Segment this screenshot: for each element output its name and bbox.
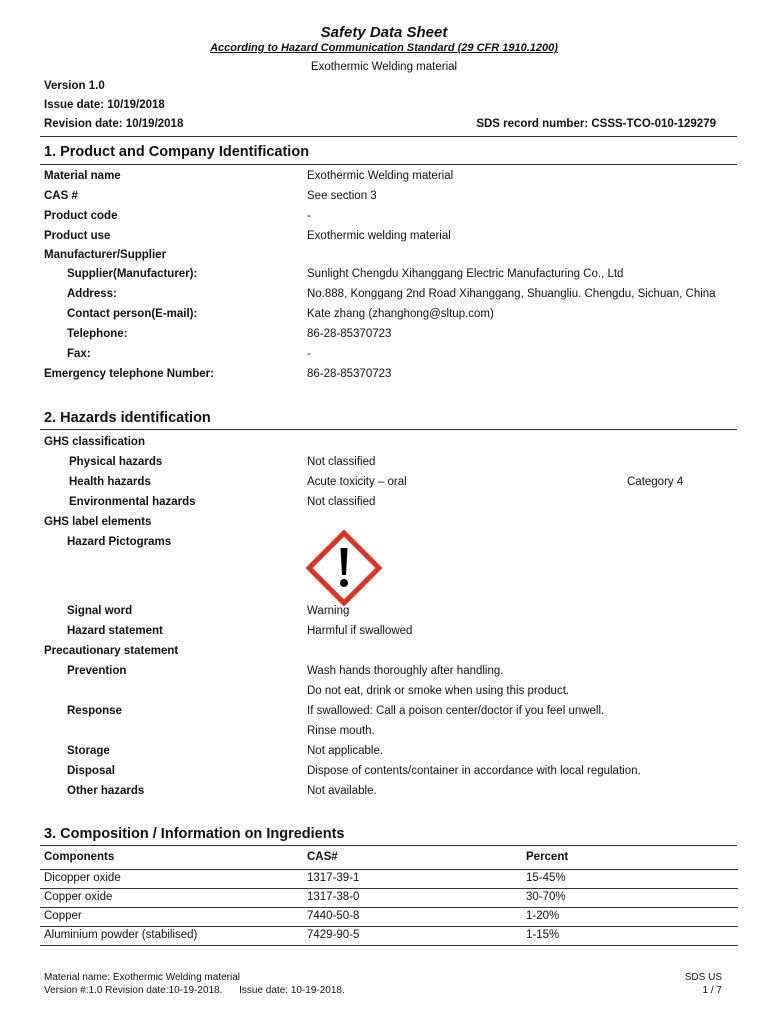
contact-value: Kate zhang (zhanghong@sltup.com): [307, 308, 494, 320]
column-header-components: Components: [44, 851, 115, 863]
component-cas: 7429-90-5: [307, 929, 360, 941]
environmental-hazards-value: Not classified: [307, 496, 376, 508]
contact-label: Contact person(E-mail):: [67, 308, 198, 320]
component-percent: 1-15%: [526, 929, 560, 941]
table-header-row: [40, 849, 738, 870]
component-name: Copper oxide: [44, 891, 113, 903]
prevention-value-1: Wash hands thoroughly after handling.: [307, 665, 504, 677]
sds-record-number: SDS record number: CSSS-TCO-010-129279: [476, 118, 716, 130]
response-value-1: If swallowed: Call a poison center/doctor if you feel unwell.: [307, 705, 605, 717]
composition-table: [40, 849, 738, 946]
other-hazards-value: Not available.: [307, 785, 377, 797]
material-name-value: Exothermic Welding material: [307, 170, 454, 182]
footer-version-line: Version #:1.0 Revision date:10-19-2018. Issue date: 10-19-2018.: [44, 985, 345, 996]
prevention-value-2: Do not eat, drink or smoke when using this product.: [307, 685, 570, 697]
health-hazards-value: Acute toxicity – oral: [307, 476, 407, 488]
issue-date: Issue date: 10/19/2018: [44, 99, 165, 111]
table-row: [40, 908, 738, 927]
component-percent: 30-70%: [526, 891, 566, 903]
signal-word-value: Warning: [307, 605, 350, 617]
telephone-label: Telephone:: [67, 328, 128, 340]
component-cas: 1317-39-1: [307, 872, 360, 884]
product-use-value: Exothermic welding material: [307, 230, 451, 242]
ghs-label-elements-label: GHS label elements: [44, 516, 152, 528]
response-value-2: Rinse mouth.: [307, 725, 375, 737]
other-hazards-label: Other hazards: [67, 785, 145, 797]
response-label: Response: [67, 705, 122, 717]
hazard-statement-label: Hazard statement: [67, 625, 163, 637]
emergency-telephone-value: 86-28-85370723: [307, 368, 392, 380]
section-1-divider: [40, 164, 737, 165]
address-label: Address:: [67, 288, 117, 300]
revision-date: Revision date: 10/19/2018: [44, 118, 184, 130]
storage-label: Storage: [67, 745, 110, 757]
product-code-value: -: [307, 210, 311, 222]
cas-label: CAS #: [44, 190, 78, 202]
component-percent: 15-45%: [526, 872, 566, 884]
component-percent: 1-20%: [526, 910, 560, 922]
storage-value: Not applicable.: [307, 745, 384, 757]
section-3-heading: 3. Composition / Information on Ingredients: [44, 826, 345, 842]
component-cas: 7440-50-8: [307, 910, 360, 922]
health-hazards-category: Category 4: [627, 476, 684, 488]
signal-word-label: Signal word: [67, 605, 133, 617]
health-hazards-label: Health hazards: [69, 476, 151, 488]
component-cas: 1317-38-0: [307, 891, 360, 903]
address-value: No.888, Konggang 2nd Road Xihanggang, Shuangliu. Chengdu, Sichuan, China: [307, 288, 716, 300]
header-divider: [40, 136, 737, 137]
document-subtitle: According to Hazard Communication Standard (29 CFR 1910.1200): [210, 42, 558, 54]
table-row: [40, 889, 738, 908]
physical-hazards-value: Not classified: [307, 456, 376, 468]
manufacturer-label: Manufacturer/Supplier: [44, 249, 167, 261]
footer-sds-region: SDS US: [684, 972, 722, 983]
exclamation-mark-icon: [306, 530, 382, 606]
telephone-value: 86-28-85370723: [307, 328, 392, 340]
supplier-value: Sunlight Chengdu Xihanggang Electric Manufacturing Co., Ltd: [307, 268, 624, 280]
column-header-cas: CAS#: [307, 851, 338, 863]
table-row: [40, 927, 738, 946]
environmental-hazards-label: Environmental hazards: [69, 496, 196, 508]
page-number: 1 / 7: [702, 985, 722, 996]
product-use-label: Product use: [44, 230, 111, 242]
section-3-divider: [40, 845, 737, 846]
section-1-heading: 1. Product and Company Identification: [44, 144, 310, 160]
hazard-pictograms-label: Hazard Pictograms: [67, 536, 172, 548]
physical-hazards-label: Physical hazards: [69, 456, 163, 468]
ghs-classification-label: GHS classification: [44, 436, 145, 448]
column-header-percent: Percent: [526, 851, 569, 863]
section-2-heading: 2. Hazards identification: [44, 410, 211, 426]
cas-value: See section 3: [307, 190, 377, 202]
version: Version 1.0: [44, 80, 105, 92]
supplier-label: Supplier(Manufacturer):: [67, 268, 198, 280]
fax-value: -: [307, 348, 311, 360]
footer-material-name: Material name: Exothermic Welding material: [44, 972, 241, 983]
hazard-statement-value: Harmful if swallowed: [307, 625, 413, 637]
product-code-label: Product code: [44, 210, 118, 222]
component-name: Dicopper oxide: [44, 872, 121, 884]
prevention-label: Prevention: [67, 665, 127, 677]
fax-label: Fax:: [67, 348, 91, 360]
emergency-telephone-label: Emergency telephone Number:: [44, 368, 214, 380]
component-name: Copper: [44, 910, 82, 922]
material-heading: Exothermic Welding material: [310, 61, 458, 73]
section-2-divider: [40, 429, 737, 430]
material-name-label: Material name: [44, 170, 121, 182]
table-row: [40, 870, 738, 889]
disposal-value: Dispose of contents/container in accordance with local regulation.: [307, 765, 641, 777]
component-name: Aluminium powder (stabilised): [44, 929, 198, 941]
document-title: Safety Data Sheet: [320, 24, 448, 41]
disposal-label: Disposal: [67, 765, 115, 777]
precautionary-statement-label: Precautionary statement: [44, 645, 179, 657]
